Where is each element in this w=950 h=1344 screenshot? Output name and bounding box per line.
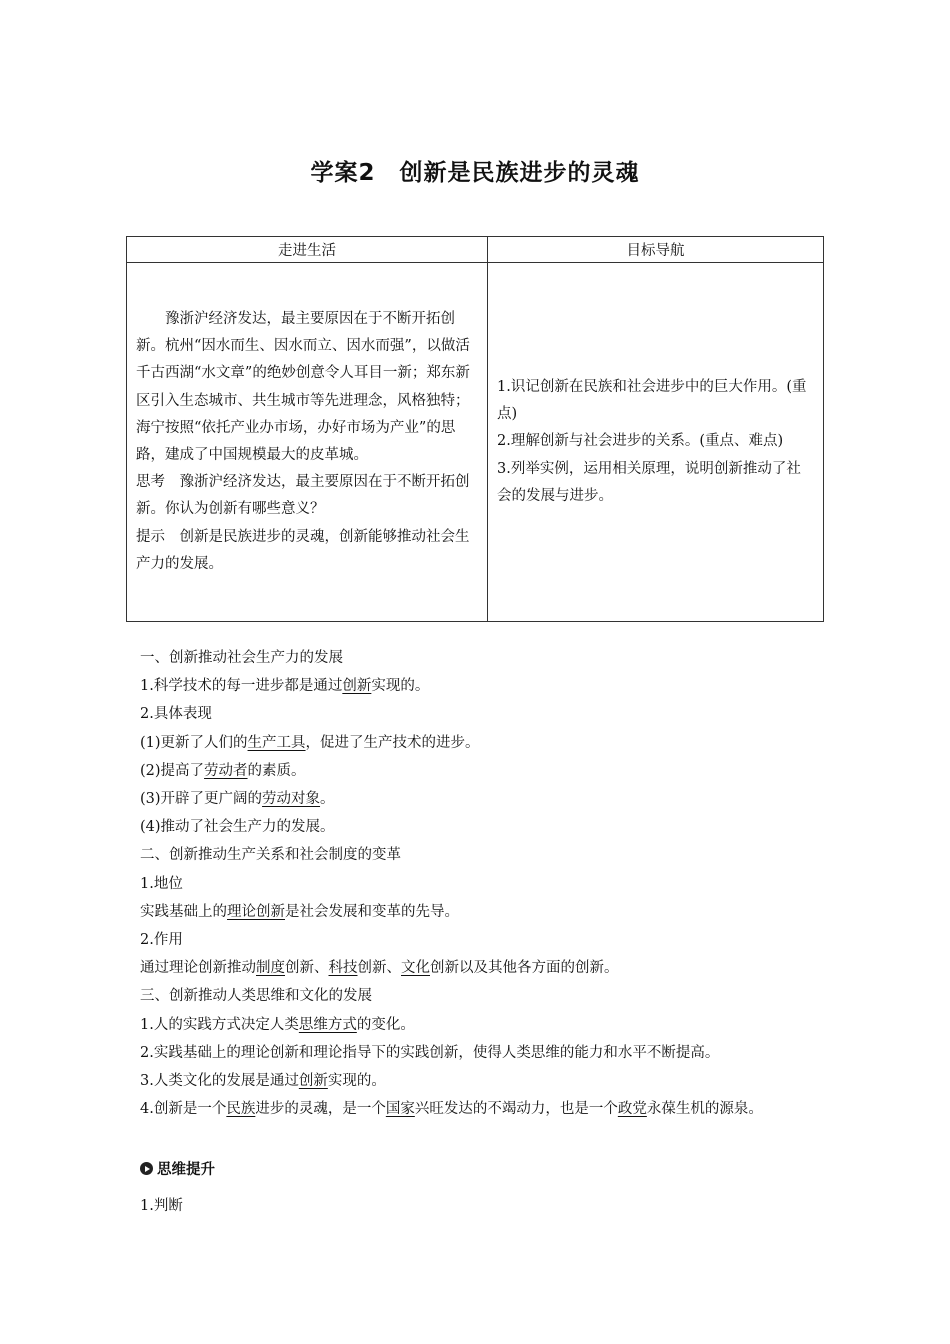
life-cell xyxy=(127,263,488,622)
line: 2.具体表现 xyxy=(140,706,212,723)
life-story: 豫浙沪经济发达，最主要原因在于不断开拓创新。杭州“因水而生、因水而立、因水而强”，以做活千古西湖“水文章”的绝妙创意令人耳目一新；郑东新区引入生态城市、共生城市等先进理念，风格独特；海宁按照“依托产业办市场，办好市场为产业”的思路，建成了中国规模最大的皮革城。 xyxy=(136,310,470,463)
line: 2.作用 xyxy=(140,932,183,949)
page-title: 学案2 创新是民族进步的灵魂 xyxy=(310,160,640,186)
fill-blank: 文化 xyxy=(401,960,430,977)
line: (4)推动了社会生产力的发展。 xyxy=(140,819,335,836)
judge-item: 1.判断 xyxy=(140,1198,183,1214)
knowledge-body xyxy=(140,644,830,1123)
life-hint: 提示 创新是民族进步的灵魂，创新能够推动社会生产力的发展。 xyxy=(136,528,470,572)
line: 1.科学技术的每一进步都是通过创新实现的。 xyxy=(140,678,430,695)
section-heading: 二、创新推动生产关系和社会制度的变革 xyxy=(140,847,401,864)
line: 1.地位 xyxy=(140,875,183,892)
line: 3.人类文化的发展是通过创新实现的。 xyxy=(140,1073,386,1090)
line: (3)开辟了更广阔的劳动对象。 xyxy=(140,791,335,808)
fill-blank: 劳动对象 xyxy=(262,791,321,808)
section-heading: 一、创新推动社会生产力的发展 xyxy=(140,650,343,666)
line: 通过理论创新推动制度创新、科技创新、文化创新以及其他各方面的创新。 xyxy=(140,960,619,977)
line: 2.实践基础上的理论创新和理论指导下的实践创新，使得人类思维的能力和水平不断提高。 xyxy=(140,1044,720,1061)
line: (1)更新了人们的生产工具，促进了生产技术的进步。 xyxy=(140,734,480,751)
intro-table xyxy=(126,236,824,622)
line: 4.创新是一个民族进步的灵魂，是一个国家兴旺发达的不竭动力，也是一个政党永葆生机的源泉。 xyxy=(140,1101,763,1118)
fill-blank: 科技 xyxy=(328,960,358,977)
fill-blank: 思维方式 xyxy=(298,1016,357,1033)
fill-blank: 理论创新 xyxy=(227,903,285,920)
line: 实践基础上的理论创新是社会发展和变革的先导。 xyxy=(140,903,459,920)
section-title: 思维提升 xyxy=(157,1162,215,1178)
fill-blank: 制度 xyxy=(256,960,285,977)
goal-item: 3.列举实例，运用相关原理，说明创新推动了社会的发展与进步。 xyxy=(497,460,801,504)
play-icon xyxy=(140,1162,153,1175)
fill-blank: 民族 xyxy=(226,1101,256,1118)
fill-blank: 国家 xyxy=(385,1101,415,1118)
goal-item: 2.理解创新与社会进步的关系。(重点、难点) xyxy=(497,433,784,450)
life-think: 思考 豫浙沪经济发达，最主要原因在于不断开拓创新。你认为创新有哪些意义？ xyxy=(136,474,470,518)
fill-blank: 政党 xyxy=(617,1101,647,1118)
thinking-section-header xyxy=(140,1158,215,1179)
line: (2)提高了劳动者的素质。 xyxy=(140,762,306,779)
header-life: 走进生活 xyxy=(127,237,488,263)
fill-blank: 生产工具 xyxy=(247,734,306,751)
header-goals: 目标导航 xyxy=(488,237,824,263)
fill-blank: 劳动者 xyxy=(204,762,248,779)
fill-blank: 创新 xyxy=(342,678,372,695)
goal-item: 1.识记创新在民族和社会进步中的巨大作用。(重点) xyxy=(497,378,807,423)
fill-blank: 创新 xyxy=(298,1073,328,1090)
section-heading: 三、创新推动人类思维和文化的发展 xyxy=(140,988,372,1005)
line: 1.人的实践方式决定人类思维方式的变化。 xyxy=(140,1016,415,1033)
goals-cell xyxy=(488,263,824,622)
